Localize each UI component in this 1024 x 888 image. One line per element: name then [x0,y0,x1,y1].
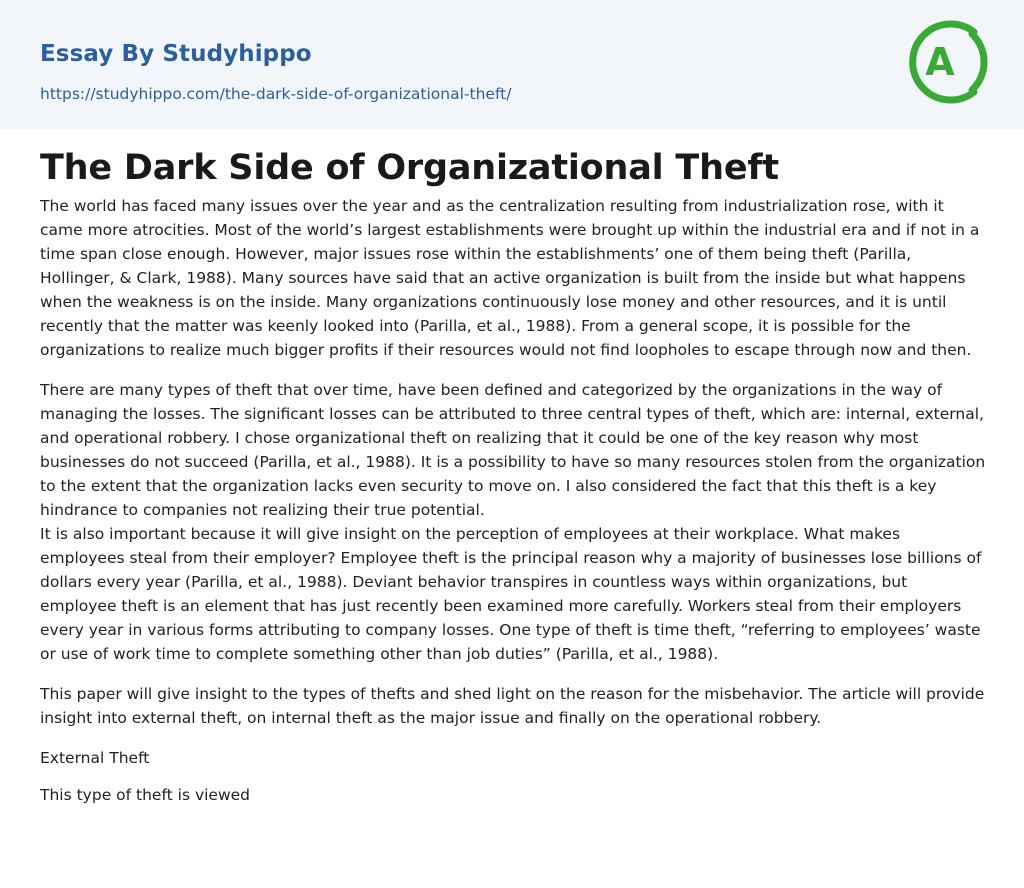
site-header [0,0,1024,129]
paragraph-2: There are many types of theft that over time, have been defined and categorized by the organizations in the way of managing the losses. The significant losses can be attributed to three central types of theft, which are: internal, external, and operational robbery. I chose organizational theft on realizing that it could be one of the key reason why most businesses do not succeed (Parilla, et al., 1988). It is a possibility to have so many resources stolen from the organization to the extent that the organization lacks even security to move on. I also considered the fact that this theft is a key hindrance to companies not realizing their true potential. [40,381,986,519]
paragraph-5: This type of theft is viewed [40,786,251,804]
brand-title[interactable]: Essay By Studyhippo [40,41,312,67]
logo-letter: A [925,40,955,84]
article-title: The Dark Side of Organizational Theft [40,148,779,188]
article-body [40,146,986,823]
section-heading-external-theft: External Theft [40,749,150,767]
paragraph-1: The world has faced many issues over the year and as the centralization resulting from industrialization rose, with it came more atrocities. Most of the world’s largest establishments were brought up within the industrial era and if not in a time span close enough. However, major issues rose within the establishments’ one of them being theft (Parilla, Hollinger, & Clark, 1988). Many sources have said that an active organization is built from the inside but what happens when the weakness is on the inside. Many organizations continuously lose money and other resources, and it is until recently that the matter was keenly looked into (Parilla, et al., 1988). From a general scope, it is possible for the organizations to realize much bigger profits if their resources would not find loopholes to escape through now and then. [40,197,980,359]
article-url-link[interactable]: https://studyhippo.com/the-dark-side-of-organizational-theft/ [40,85,512,103]
studyhippo-logo-icon[interactable] [908,18,988,106]
paragraph-3: It is also important because it will give insight on the perception of employees at their workplace. What makes employees steal from their employer? Employee theft is the principal reason why a majority of businesses lose billions of dollars every year (Parilla, et al., 1988). Deviant behavior transpires in countless ways within organizations, but employee theft is an element that has just recently been examined more carefully. Workers steal from their employers every year in various forms attributing to company losses. One type of theft is time theft, “referring to employees’ waste or use of work time to complete something other than job duties” (Parilla, et al., 1988). [40,525,982,663]
paragraph-4: This paper will give insight to the types of thefts and shed light on the reason for the misbehavior. The article will provide insight into external theft, on internal theft as the major issue and finally on the operational robbery. [40,685,985,727]
